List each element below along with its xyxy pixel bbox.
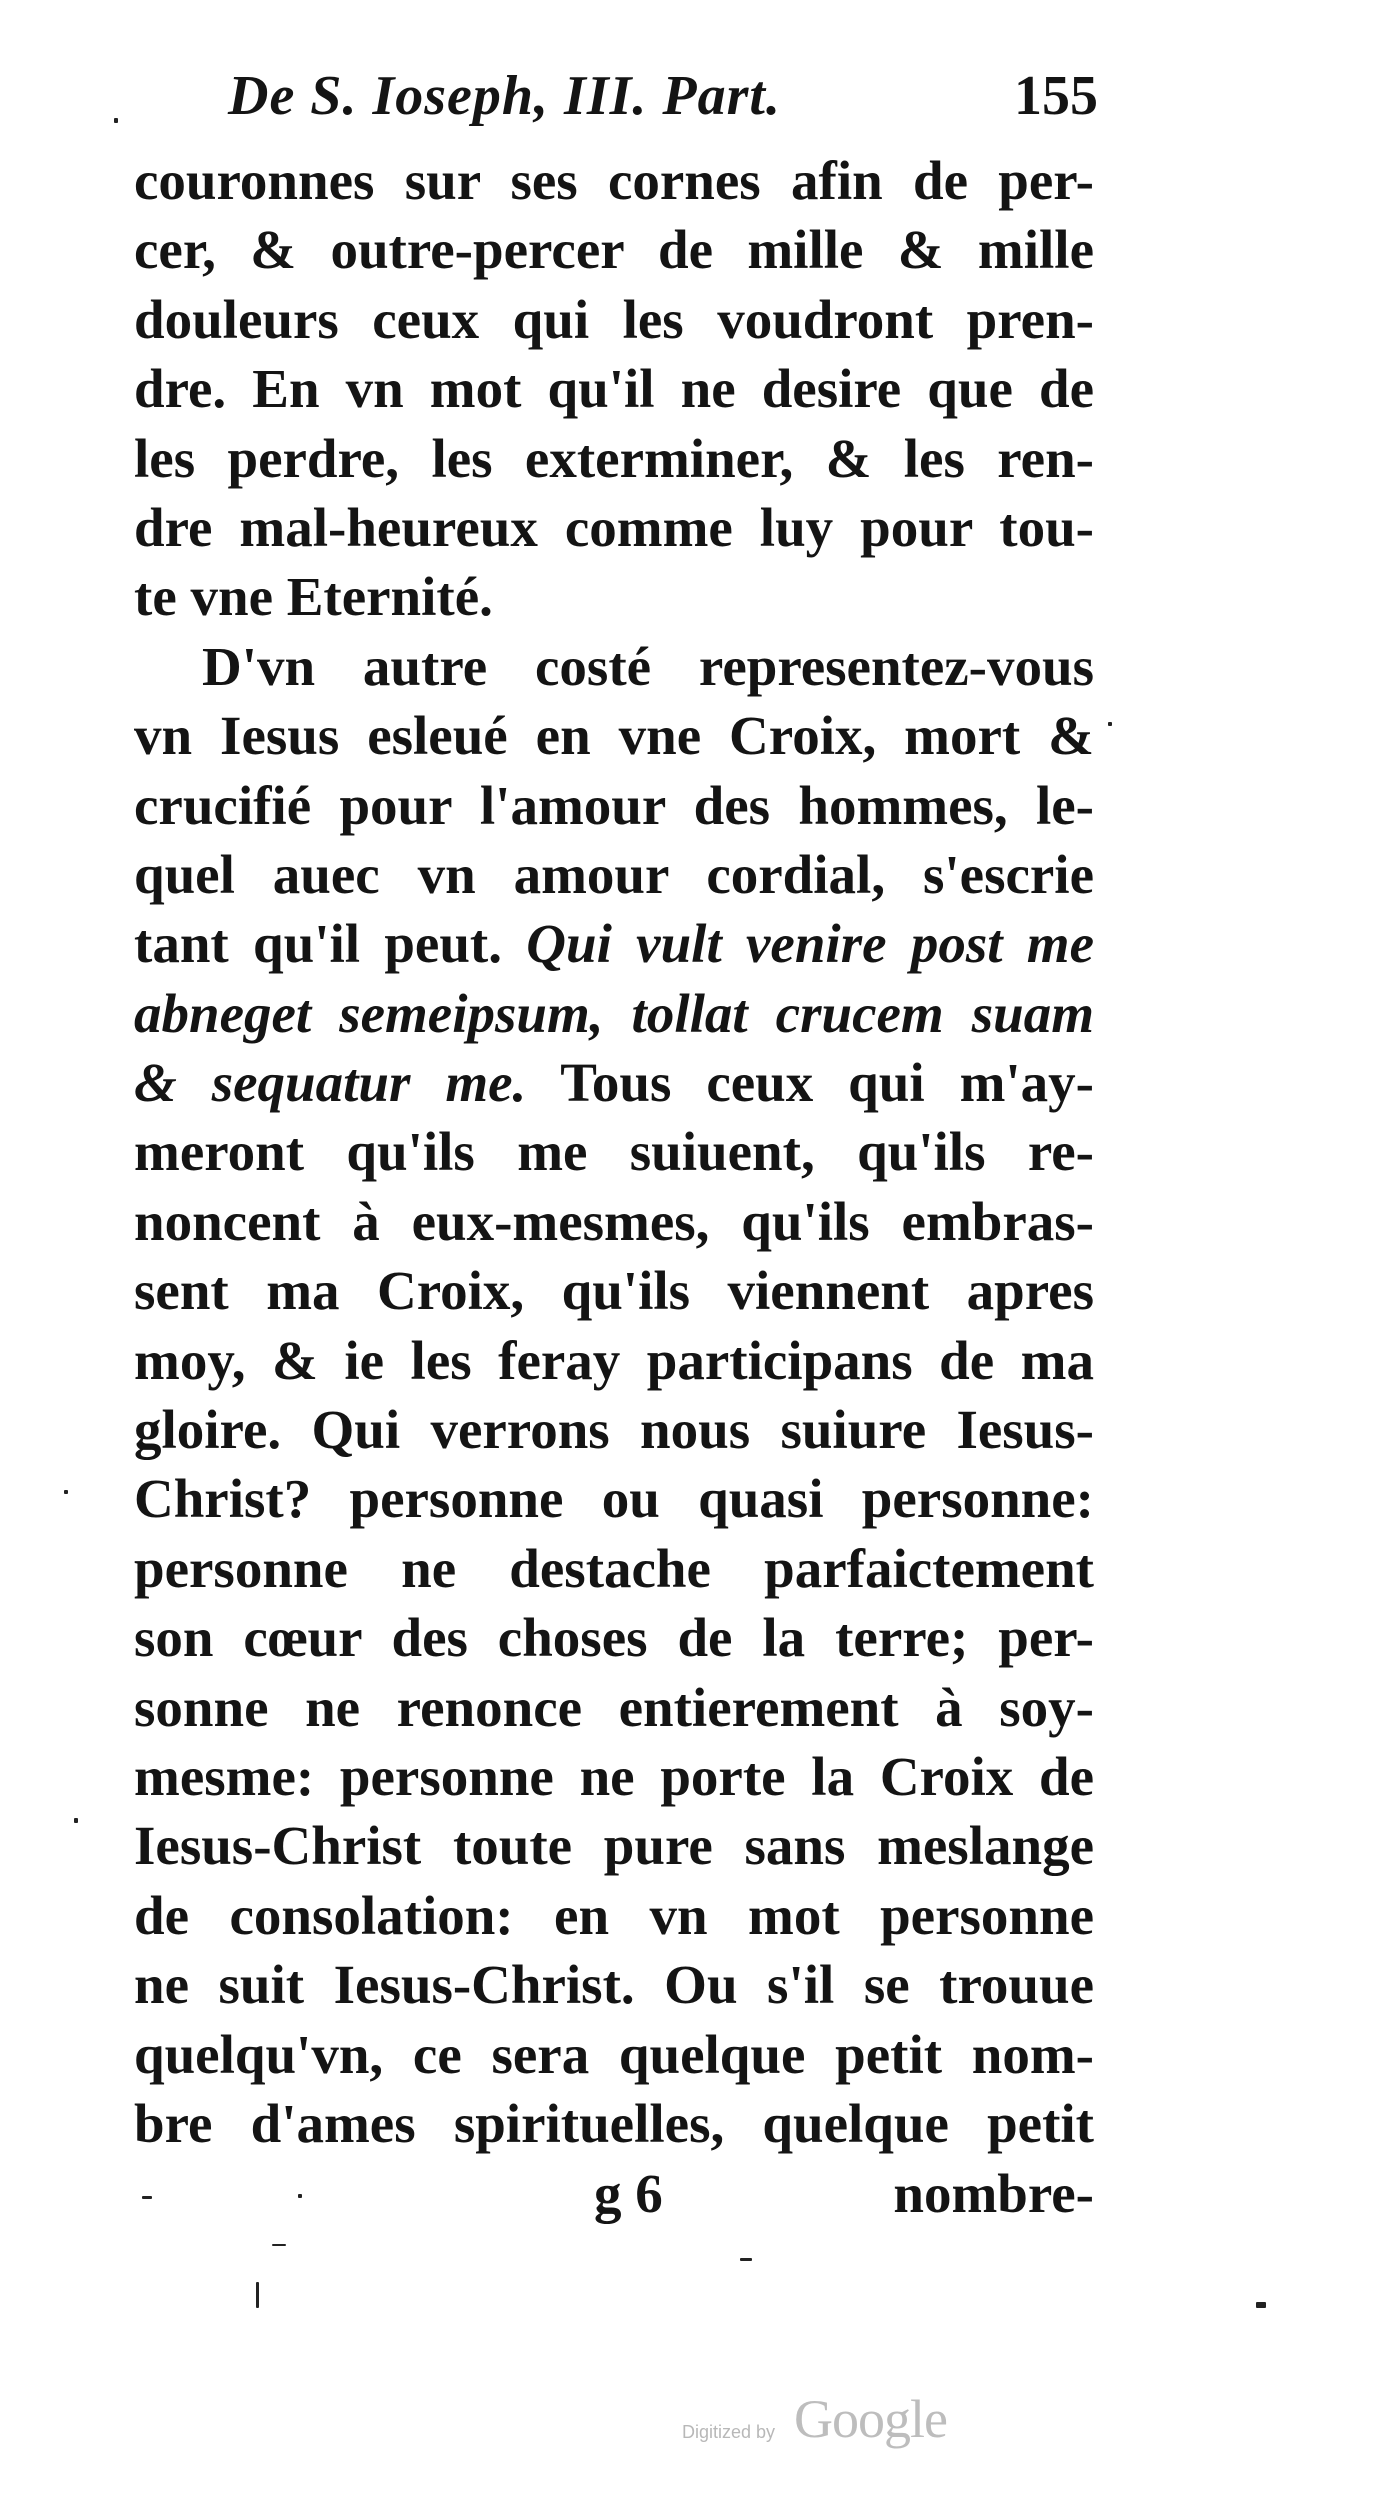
catchword: nombre- <box>893 2163 1094 2224</box>
latin-quote: Qui vult venire post me <box>526 913 1094 975</box>
text-line: de consolation: en vn mot personne <box>134 1884 1094 1946</box>
text-line: dre mal-heureux comme luy pour tou- <box>134 496 1094 558</box>
scan-speck <box>740 2258 752 2261</box>
digitized-label: Digitized by <box>682 2422 776 2442</box>
signature-mark: g 6 <box>594 2163 663 2224</box>
scan-speck <box>272 2244 286 2246</box>
scan-speck <box>142 2196 152 2199</box>
text-line: douleurs ceux qui les voudront pren- <box>134 288 1094 350</box>
text-line: meront qu'ils me suiuent, qu'ils re- <box>134 1121 1094 1183</box>
text-line <box>134 1048 1094 1117</box>
text-line <box>134 979 1094 1048</box>
scan-speck <box>64 1490 68 1494</box>
text-span: Tous ceux qui m'ay- <box>526 1052 1094 1114</box>
scan-speck <box>256 2282 259 2308</box>
latin-quote: abneget semeipsum, tollat crucem suam <box>134 982 1094 1044</box>
text-line: noncent à eux-mesmes, qu'ils embras- <box>134 1190 1094 1252</box>
text-line: gloire. Qui verrons nous suiure Iesus- <box>134 1399 1094 1461</box>
running-head <box>138 58 1098 138</box>
text-line: Iesus-Christ toute pure sans meslange <box>134 1815 1094 1877</box>
footer-line <box>134 2162 1094 2232</box>
text-line: sent ma Croix, qu'ils viennent apres <box>134 1260 1094 1322</box>
text-line: quel auec vn amour cordial, s'escrie <box>134 843 1094 905</box>
text-line: quelqu'vn, ce sera quelque petit nom- <box>134 2023 1094 2085</box>
body-text <box>134 146 1094 2158</box>
text-line <box>134 909 1094 978</box>
scan-speck <box>114 118 118 123</box>
running-title: De S. Ioseph, III. Part. <box>228 65 781 127</box>
digitized-watermark <box>682 2388 982 2458</box>
text-line: personne ne destache parfaictement <box>134 1537 1094 1599</box>
google-logo: Google <box>794 2389 947 2449</box>
text-line: son cœur des choses de la terre; per- <box>134 1607 1094 1669</box>
scan-speck <box>1256 2302 1266 2308</box>
text-line: crucifié pour l'amour des hommes, le- <box>134 774 1094 836</box>
text-line: ne suit Iesus-Christ. Ou s'il se trouue <box>134 1954 1094 2016</box>
text-line: vn Iesus esleué en vne Croix, mort & <box>134 705 1094 767</box>
text-line: mesme: personne ne porte la Croix de <box>134 1745 1094 1807</box>
scan-speck <box>298 2194 302 2198</box>
text-line: dre. En vn mot qu'il ne desire que de <box>134 358 1094 420</box>
latin-quote: & sequatur me. <box>134 1052 527 1114</box>
text-line: sonne ne renonce entierement à soy- <box>134 1676 1094 1738</box>
page-number: 155 <box>1014 65 1098 127</box>
text-span: tant qu'il peut. <box>134 913 527 975</box>
text-line: couronnes sur ses cornes afin de per- <box>134 150 1094 211</box>
scan-speck <box>74 1818 78 1823</box>
text-line: les perdre, les exterminer, & les ren- <box>134 427 1094 489</box>
text-line: D'vn autre costé representez-vous <box>202 635 1094 697</box>
scan-speck <box>1108 722 1112 726</box>
text-line: bre d'ames spirituelles, quelque petit <box>134 2092 1094 2154</box>
text-line: cer, & outre-percer de mille & mille <box>134 219 1094 281</box>
text-line: Christ? personne ou quasi personne: <box>134 1468 1094 1530</box>
text-line: moy, & ie les feray participans de ma <box>134 1329 1094 1391</box>
text-line: te vne Eternité. <box>134 566 493 628</box>
